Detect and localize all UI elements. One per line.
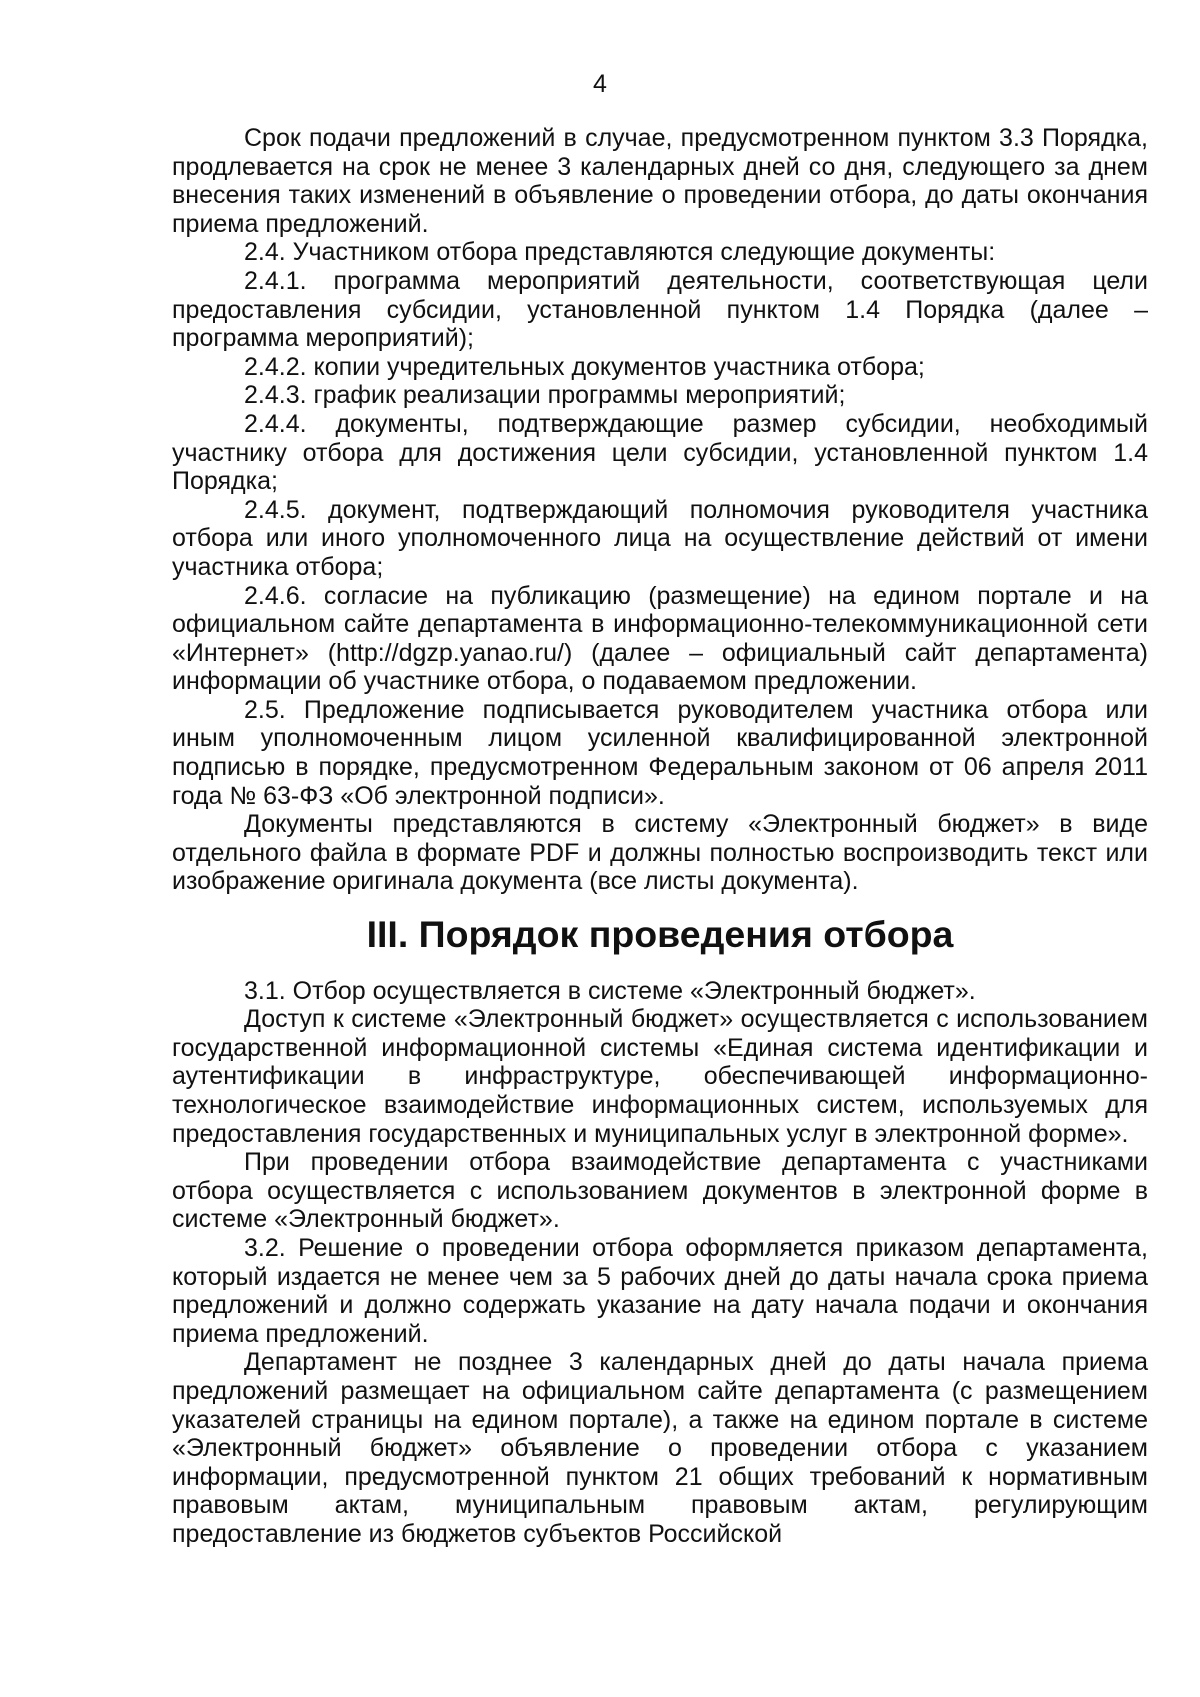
paragraph-system-access: Доступ к системе «Электронный бюджет» осуществляется с использованием государственной информационной системы «Единая система идентификации и аутентификации в инфраструктуре, обеспечивающей информационно-технологическое взаимодействие информационных систем, используемых для предоставления государственных и муниципальных услуг в электронной форме».	[172, 1005, 1148, 1148]
paragraph-3-2: 3.2. Решение о проведении отбора оформляется приказом департамента, который издается не менее чем за 5 рабочих дней до даты начала срока приема предложений и должно содержать указание на дату начала подачи и окончания приема предложений.	[172, 1233, 1148, 1348]
document-body	[172, 124, 1148, 1549]
paragraph-3-1: 3.1. Отбор осуществляется в системе «Электронный бюджет».	[244, 976, 976, 1005]
paragraph-2-4-6: 2.4.6. согласие на публикацию (размещение) на едином портале и на официальном сайте департамента в информационно-телекоммуникационной сети «Интернет» (http://dgzp.yanao.ru/) (далее – официальный сайт департамента) информации об участнике отбора, о подаваемом предложении.	[172, 581, 1148, 696]
paragraph-electronic-interaction: При проведении отбора взаимодействие департамента с участниками отбора осуществляется с использованием документов в электронной форме в системе «Электронный бюджет».	[172, 1148, 1148, 1234]
paragraph-2-4-4: 2.4.4. документы, подтверждающие размер субсидии, необходимый участнику отбора для достижения цели субсидии, установленной пунктом 1.4 Порядка;	[172, 409, 1148, 496]
paragraph-2-4-1: 2.4.1. программа мероприятий деятельности, соответствующая цели предоставления субсидии, установленной пунктом 1.4 Порядка (далее – программа мероприятий);	[172, 266, 1148, 353]
section-heading: III. Порядок проведения отбора	[366, 913, 954, 956]
paragraph-2-4-3: 2.4.3. график реализации программы мероприятий;	[244, 381, 846, 410]
paragraph-2-4-5: 2.4.5. документ, подтверждающий полномочия руководителя участника отбора или иного уполномоченного лица на осуществление действий от имени участника отбора;	[172, 495, 1148, 581]
paragraph-announcement: Департамент не позднее 3 календарных дней до даты начала приема предложений размещает на официальном сайте департамента (с размещением указателей страницы на едином портале), а также на едином портале в системе «Электронный бюджет» объявление о проведении отбора с указанием информации, предусмотренной пунктом 21 общих требований к нормативным правовым актам, муниципальным правовым актам, регулирующим предоставление из бюджетов субъектов Российской	[172, 1348, 1148, 1548]
paragraph-documents-pdf: Документы представляются в систему «Электронный бюджет» в виде отдельного файла в формате PDF и должны полностью воспроизводить текст или изображение оригинала документа (все листы документа).	[172, 810, 1148, 896]
page-number: 4	[593, 70, 607, 98]
paragraph-2-4: 2.4. Участником отбора представляются следующие документы:	[244, 238, 996, 267]
paragraph-2-4-2: 2.4.2. копии учредительных документов участника отбора;	[244, 352, 925, 381]
paragraph-2-5: 2.5. Предложение подписывается руководителем участника отбора или иным уполномоченным лицом усиленной квалифицированной электронной подписью в порядке, предусмотренном Федеральным законом от 06 апреля 2011 года № 63-ФЗ «Об электронной подписи».	[172, 695, 1148, 810]
paragraph-deadline-extension: Срок подачи предложений в случае, предусмотренном пунктом 3.3 Порядка, продлевается на срок не менее 3 календарных дней со дня, следующего за днем внесения таких изменений в объявление о проведении отбора, до даты окончания приема предложений.	[172, 124, 1148, 238]
